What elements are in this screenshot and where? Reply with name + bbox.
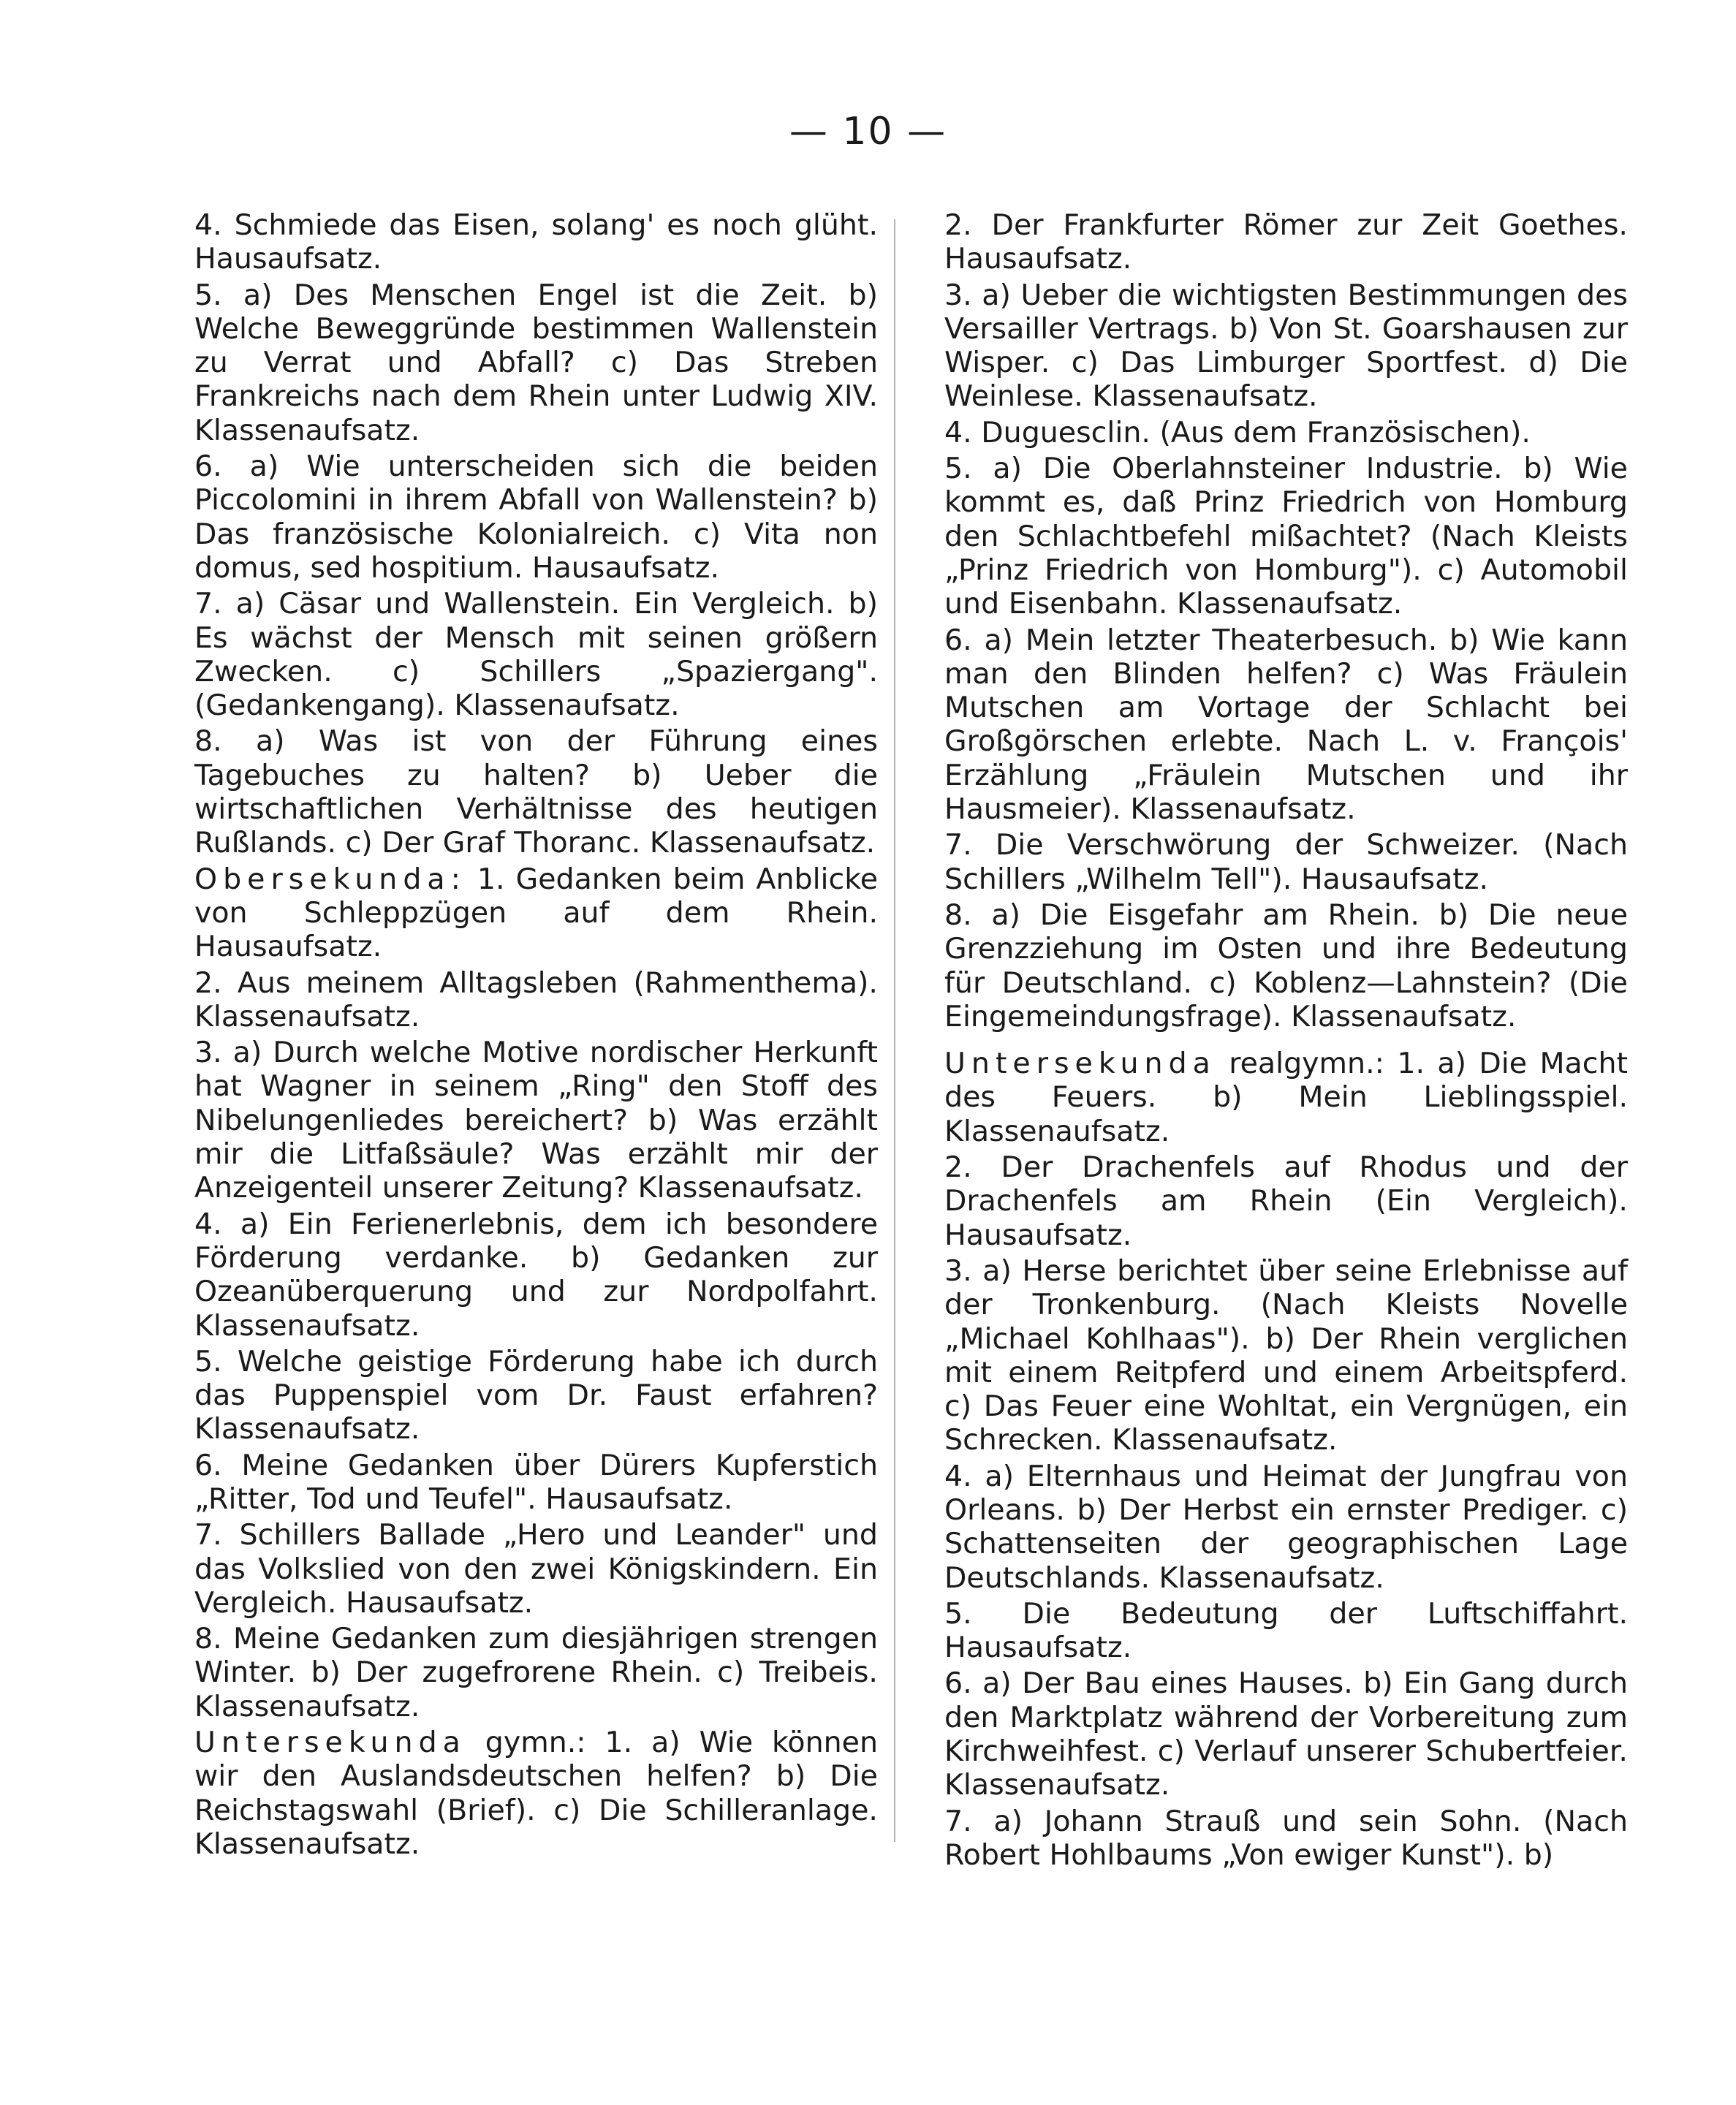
paragraph: 6. a) Wie unterscheiden sich die beiden Piccolomini in ihrem Abfall von Wallenstein? b) Das französische Kolonialreich. c) Vita non domus, sed hospitium. Hausaufsatz.: [194, 450, 878, 585]
paragraph: 6. a) Mein letzter Theaterbesuch. b) Wie kann man den Blinden helfen? c) Was Fräulein Mutschen am Vortage der Schlacht bei Großgörschen erlebte. Nach L. v. François' Erzählung „Fräulein Mutschen und ihr Hausmeier). Klassenaufsatz.: [944, 623, 1628, 827]
paragraph: 5. a) Des Menschen Engel ist die Zeit. b) Welche Beweggründe bestimmen Wallenstein zu Verrat und Abfall? c) Das Streben Frankreichs nach dem Rhein unter Ludwig XIV. Klassenaufsatz.: [194, 278, 878, 447]
section-heading: Untersekunda: [944, 1047, 1216, 1081]
section-heading: Untersekunda: [194, 1726, 466, 1760]
paragraph: 7. Die Verschwörung der Schweizer. (Nach Schillers „Wilhelm Tell"). Hausaufsatz.: [944, 828, 1628, 896]
left-column: [194, 208, 878, 1863]
section-paragraph: [194, 1726, 878, 1861]
column-divider: [894, 219, 895, 1842]
paragraph: 2. Der Drachenfels auf Rhodus und der Drachenfels am Rhein (Ein Vergleich). Hausaufsatz.: [944, 1150, 1628, 1252]
section-text: gymn.: 1. a) Wie können wir den Auslandsdeutschen helfen? b) Die Reichstagswahl (Brief). c) Die Schilleranlage. Klassenaufsatz.: [194, 1726, 878, 1861]
section-text: 1. Gedanken beim Anblicke von Schleppzügen auf dem Rhein. Hausaufsatz.: [194, 862, 878, 964]
paragraph: 5. a) Die Oberlahnsteiner Industrie. b) Wie kommt es, daß Prinz Friedrich von Homburg den Schlachtbefehl mißachtet? (Nach Kleists „Prinz Friedrich von Homburg"). c) Automobil und Eisenbahn. Klassenaufsatz.: [944, 452, 1628, 621]
paragraph: 2. Der Frankfurter Römer zur Zeit Goethes. Hausaufsatz.: [944, 208, 1628, 276]
paragraph: 7. a) Johann Strauß und sein Sohn. (Nach Robert Hohlbaums „Von ewiger Kunst"). b): [944, 1804, 1628, 1872]
paragraph: 3. a) Herse berichtet über seine Erlebnisse auf der Tronkenburg. (Nach Kleists Novelle „Michael Kohlhaas"). b) Der Rhein verglichen mit einem Reitpferd und einem Arbeitspferd. c) Das Feuer eine Wohltat, ein Vergnügen, ein Schrecken. Klassenaufsatz.: [944, 1253, 1628, 1457]
paragraph: 2. Aus meinem Alltagsleben (Rahmenthema). Klassenaufsatz.: [194, 966, 878, 1033]
paragraph: 3. a) Ueber die wichtigsten Bestimmungen des Versailler Vertrags. b) Von St. Goarshausen zur Wisper. c) Das Limburger Sportfest. d) Die Weinlese. Klassenaufsatz.: [944, 278, 1628, 414]
paragraph: 8. a) Was ist von der Führung eines Tagebuches zu halten? b) Ueber die wirtschaftlichen Verhältnisse des heutigen Rußlands. c) Der Graf Thoranc. Klassenaufsatz.: [194, 724, 878, 860]
paragraph: 5. Die Bedeutung der Luftschiffahrt. Hausaufsatz.: [944, 1596, 1628, 1665]
paragraph: 7. a) Cäsar und Wallenstein. Ein Vergleich. b) Es wächst der Mensch mit seinen größern Zwecken. c) Schillers „Spaziergang". (Gedankengang). Klassenaufsatz.: [194, 587, 878, 723]
paragraph: 7. Schillers Ballade „Hero und Leander" und das Volkslied von den zwei Königskindern. Ein Vergleich. Hausaufsatz.: [194, 1518, 878, 1620]
paragraph: 4. Schmiede das Eisen, solang' es noch glüht. Hausaufsatz.: [194, 208, 878, 276]
section-paragraph: [194, 862, 878, 964]
paragraph: 4. a) Ein Ferienerlebnis, dem ich besondere Förderung verdanke. b) Gedanken zur Ozeanüberquerung und zur Nordpolfahrt. Klassenaufsatz.: [194, 1207, 878, 1343]
section-paragraph: [944, 1047, 1628, 1148]
paragraph: 8. a) Die Eisgefahr am Rhein. b) Die neue Grenzziehung im Osten und ihre Bedeutung für Deutschland. c) Koblenz—Lahnstein? (Die Eingemeindungsfrage). Klassenaufsatz.: [944, 898, 1628, 1033]
section-text: realgymn.: 1. a) Die Macht des Feuers. b) Mein Lieblingsspiel. Klassenaufsatz.: [944, 1047, 1628, 1148]
paragraph: 4. a) Elternhaus und Heimat der Jungfrau von Orleans. b) Der Herbst ein ernster Prediger. c) Schattenseiten der geographischen Lage Deutschlands. Klassenaufsatz.: [944, 1459, 1628, 1595]
paragraph: 6. a) Der Bau eines Hauses. b) Ein Gang durch den Marktplatz während der Vorbereitung zum Kirchweihfest. c) Verlauf unserer Schubertfeier. Klassenaufsatz.: [944, 1666, 1628, 1802]
right-column: [944, 208, 1628, 1874]
paragraph: 6. Meine Gedanken über Dürers Kupferstich „Ritter, Tod und Teufel". Hausaufsatz.: [194, 1448, 878, 1516]
page-number: — 10 —: [789, 110, 947, 153]
paragraph: 4. Duguesclin. (Aus dem Französischen).: [944, 415, 1531, 450]
paragraph: 8. Meine Gedanken zum diesjährigen strengen Winter. b) Der zugefrorene Rhein. c) Treibeis. Klassenaufsatz.: [194, 1622, 878, 1723]
section-heading: Obersekunda:: [194, 862, 466, 896]
paragraph: 5. Welche geistige Förderung habe ich durch das Puppenspiel vom Dr. Faust erfahren? Klassenaufsatz.: [194, 1344, 878, 1446]
paragraph: 3. a) Durch welche Motive nordischer Herkunft hat Wagner in seinem „Ring" den Stoff des Nibelungenliedes bereichert? b) Was erzählt mir die Litfaßsäule? Was erzählt mir der Anzeigenteil unserer Zeitung? Klassenaufsatz.: [194, 1036, 878, 1205]
